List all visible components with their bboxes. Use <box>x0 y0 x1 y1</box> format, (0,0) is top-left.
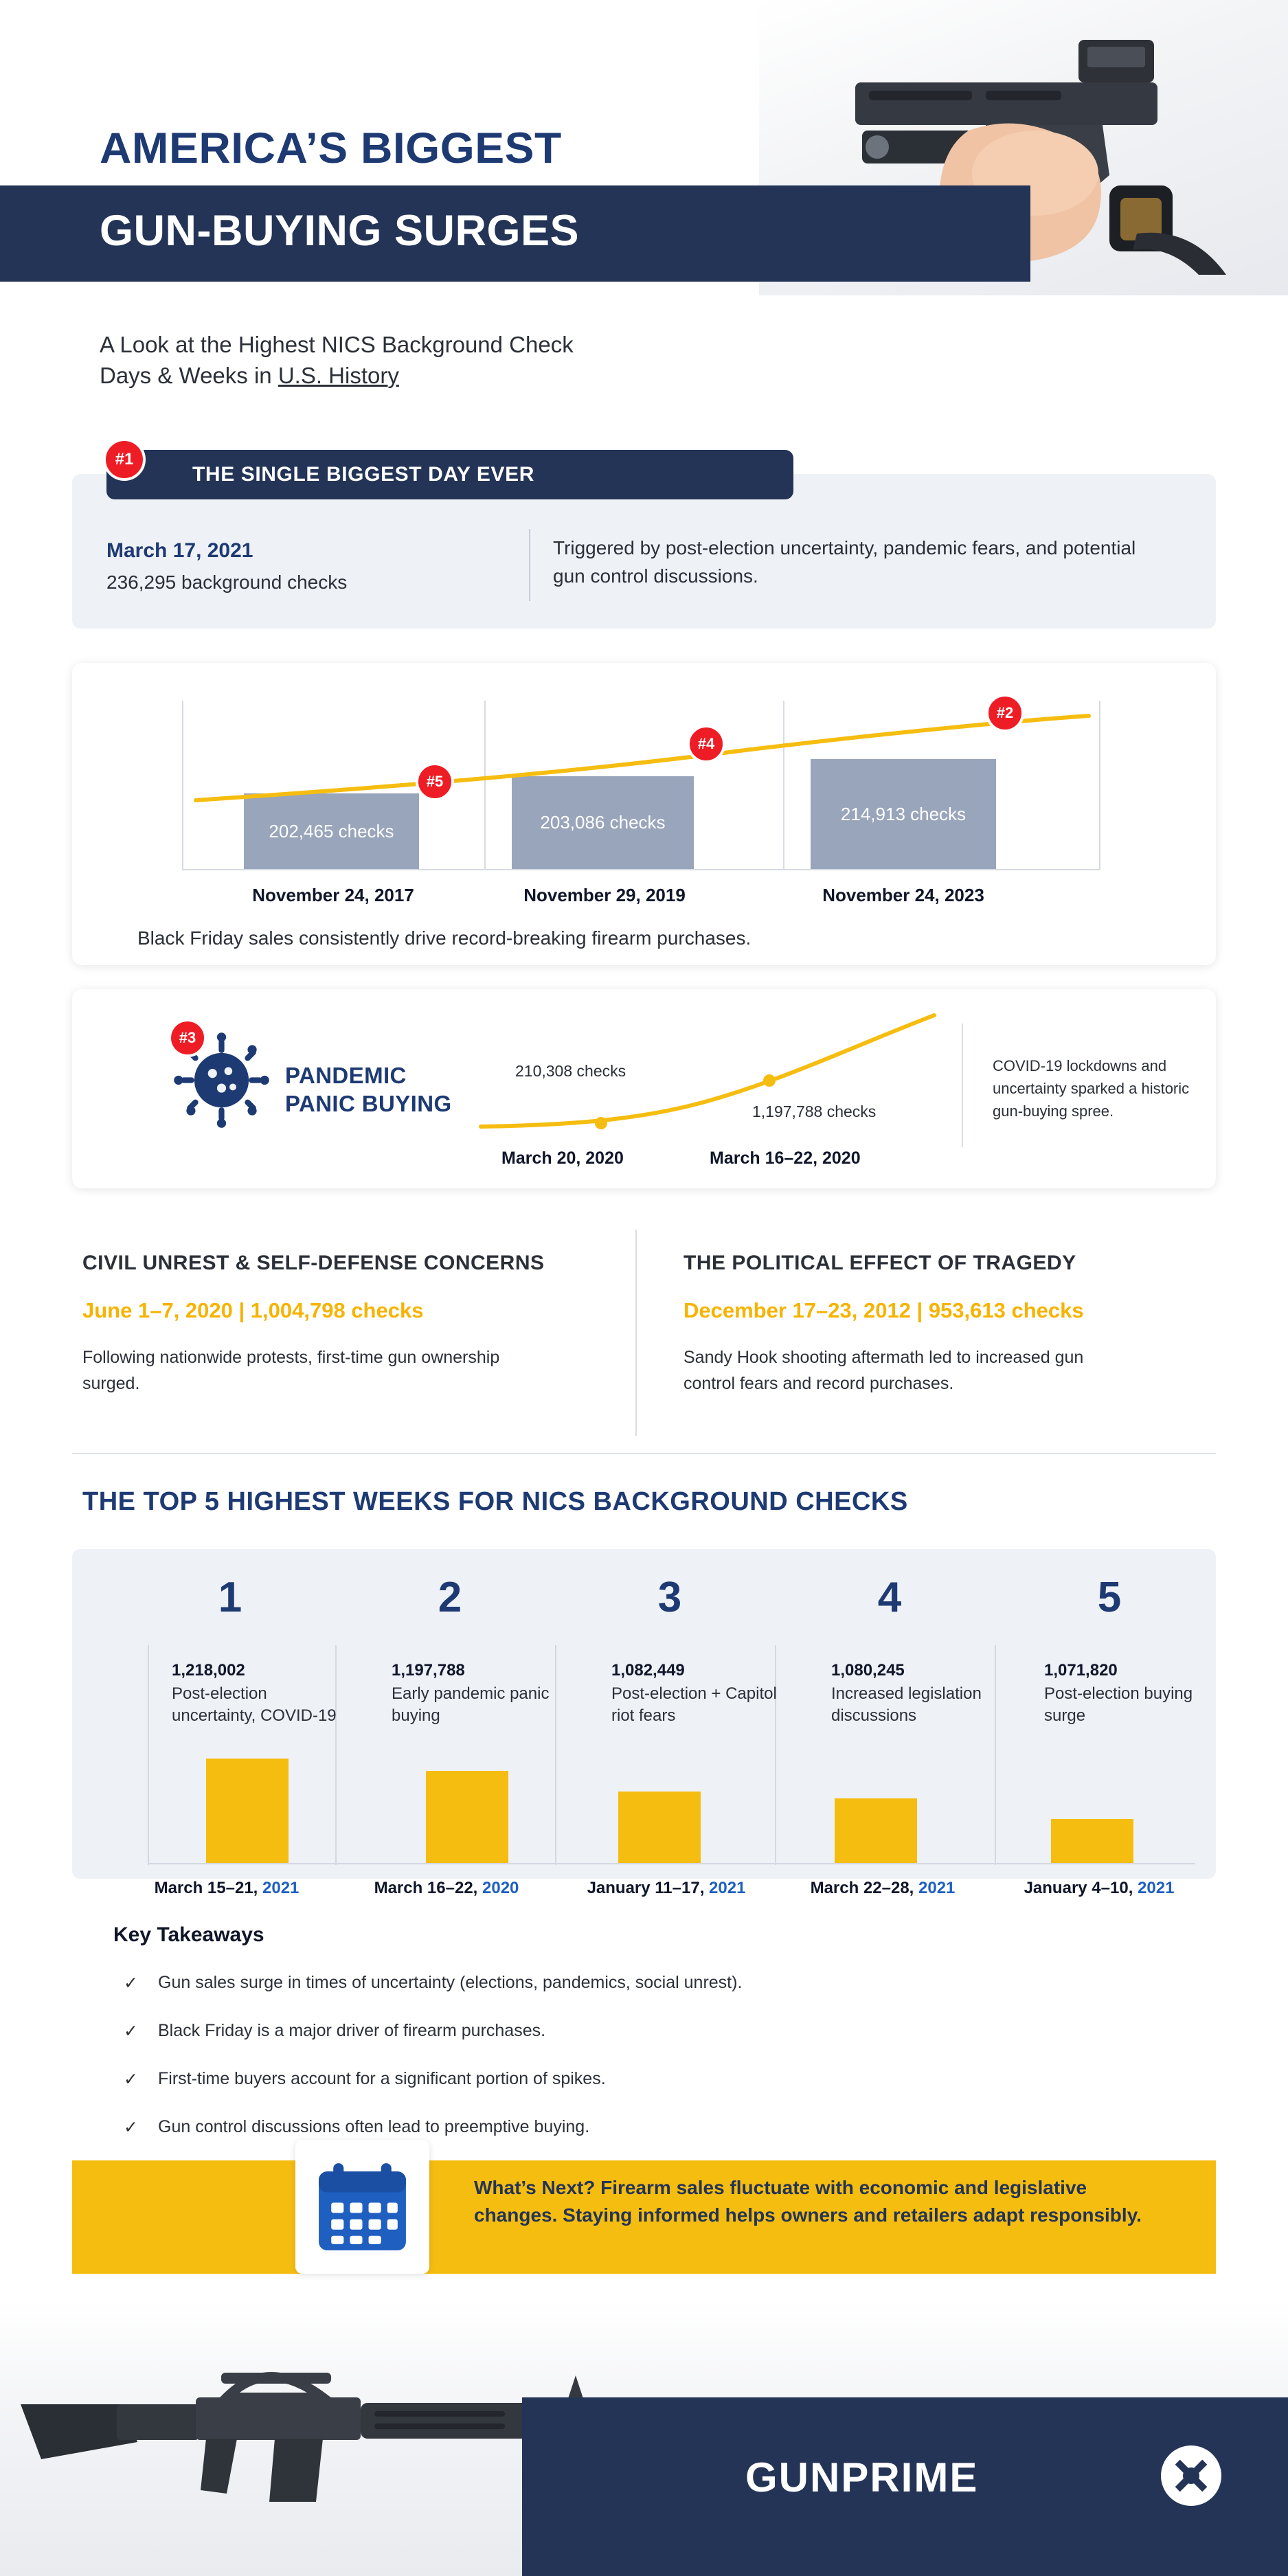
top5-rank-2: 2 <box>438 1574 462 1621</box>
brand-logo: GUNPRIME <box>745 2454 979 2500</box>
top5-rank-3: 3 <box>657 1574 682 1621</box>
page-subtitle <box>100 330 752 391</box>
top5-number-2: 1,197,788 <box>392 1661 465 1680</box>
subtitle-link: U.S. History <box>278 362 399 388</box>
key-takeaway-1: Gun sales surge in times of uncertainty (elections, pandemics, social unrest). <box>158 1973 743 1992</box>
key-takeaways-title: Key Takeaways <box>113 1923 264 1946</box>
black-friday-date-1: November 24, 2017 <box>252 885 414 905</box>
top5-bar-3 <box>618 1792 701 1863</box>
top5-number-4: 1,080,245 <box>831 1661 905 1680</box>
top5-date-1 <box>117 1879 337 1898</box>
top5-rank-5: 5 <box>1097 1574 1122 1621</box>
pandemic-title <box>285 1061 452 1118</box>
black-friday-date-3: November 24, 2023 <box>822 885 984 905</box>
top5-axis-left <box>148 1645 149 1865</box>
top5-date-2-main: March 16–22, <box>374 1879 483 1897</box>
calendar-icon <box>295 2140 429 2274</box>
rank-badge-5: #5 <box>416 762 454 801</box>
subtitle-line1: A Look at the Highest NICS Background Check <box>100 332 574 357</box>
black-friday-date-2: November 29, 2019 <box>523 885 686 905</box>
whats-next-icon-card <box>295 2140 429 2274</box>
top5-date-4-year: 2021 <box>918 1879 956 1897</box>
top5-desc-1: Post-election uncertainty, COVID-19 <box>172 1684 337 1726</box>
columns-divider <box>635 1230 637 1436</box>
hero-section <box>0 0 1288 313</box>
political-tragedy-body: Sandy Hook shooting aftermath led to increased gun control fears and record purchases. <box>683 1348 1084 1393</box>
check-icon-1: ✓ <box>124 1974 138 1993</box>
rank-badge-1: #1 <box>103 438 146 481</box>
top5-number-3: 1,082,449 <box>611 1661 685 1680</box>
top5-title: THE TOP 5 HIGHEST WEEKS FOR NICS BACKGROUND CHECKS <box>82 1487 908 1516</box>
pandemic-point1-value: 210,308 checks <box>515 1062 626 1080</box>
page-title-line1: AMERICA’S BIGGEST <box>100 124 562 172</box>
single-day-checks: 236,295 background checks <box>106 572 348 593</box>
top5-date-2 <box>337 1879 556 1898</box>
top5-rank-4: 4 <box>877 1574 902 1621</box>
top5-baseline <box>148 1863 1195 1864</box>
top5-date-5-main: January 4–10, <box>1024 1879 1138 1897</box>
top5-desc-4: Increased legislation discussions <box>831 1684 982 1726</box>
page-title-line2: GUN-BUYING SURGES <box>100 207 580 255</box>
single-day-heading-bar <box>106 450 793 499</box>
top5-date-4-main: March 22–28, <box>810 1879 919 1897</box>
black-friday-trend-line <box>182 701 1103 872</box>
black-friday-bar-2-label: 203,086 checks <box>540 812 666 833</box>
rank-badge-3: #3 <box>168 1019 207 1057</box>
single-day-description: Triggered by post-election uncertainty, pandemic fears, and potential gun control discussions. <box>553 537 1136 587</box>
political-tragedy-heading: THE POLITICAL EFFECT OF TRAGEDY <box>683 1252 1076 1274</box>
top5-desc-5: Post-election buying surge <box>1044 1684 1193 1726</box>
brand-mark-dot <box>1183 2467 1199 2484</box>
top5-desc-3: Post-election + Capitol riot fears <box>611 1684 777 1726</box>
key-takeaway-4: Gun control discussions often lead to preemptive buying. <box>158 2117 590 2136</box>
check-icon-4: ✓ <box>124 2118 138 2137</box>
top5-date-1-main: March 15–21, <box>154 1879 263 1897</box>
rank-badge-2: #2 <box>986 694 1024 732</box>
top5-bar-1 <box>206 1759 289 1863</box>
pandemic-title-line2: PANIC BUYING <box>285 1091 452 1117</box>
top5-desc-2: Early pandemic panic buying <box>392 1684 550 1726</box>
top5-date-4 <box>773 1879 993 1898</box>
single-day-heading: THE SINGLE BIGGEST DAY EVER <box>192 463 534 486</box>
top5-date-1-year: 2021 <box>262 1879 300 1897</box>
civil-unrest-stat: June 1–7, 2020 | 1,004,798 checks <box>82 1298 424 1322</box>
pandemic-divider <box>962 1024 963 1147</box>
top5-number-1: 1,218,002 <box>172 1661 245 1680</box>
civil-unrest-body: Following nationwide protests, first-time gun ownership surged. <box>82 1348 500 1393</box>
whats-next-text: What’s Next? Firearm sales fluctuate with economic and legislative changes. Staying informed helps owners and retailers adapt responsibly. <box>474 2177 1142 2226</box>
top5-number-5: 1,071,820 <box>1044 1661 1118 1680</box>
civil-unrest-heading: CIVIL UNREST & SELF-DEFENSE CONCERNS <box>82 1252 545 1274</box>
section-divider <box>72 1453 1216 1454</box>
rank-badge-4: #4 <box>687 725 725 763</box>
black-friday-note: Black Friday sales consistently drive record-breaking firearm purchases. <box>137 927 752 949</box>
top5-bar-5 <box>1051 1819 1133 1863</box>
top5-date-5-year: 2021 <box>1138 1879 1175 1897</box>
top5-date-3 <box>556 1879 776 1898</box>
single-day-divider <box>529 529 530 601</box>
top5-date-2-year: 2020 <box>482 1879 519 1897</box>
pandemic-point2-value: 1,197,788 checks <box>752 1103 877 1120</box>
top5-bar-4 <box>835 1798 917 1863</box>
pandemic-title-line1: PANDEMIC <box>285 1063 407 1088</box>
black-friday-bar-3-label: 214,913 checks <box>840 803 967 824</box>
subtitle-line2: Days & Weeks in <box>100 362 278 388</box>
top5-date-3-main: January 11–17, <box>587 1879 710 1897</box>
top5-rank-1: 1 <box>218 1574 242 1621</box>
top5-bar-2 <box>426 1771 508 1863</box>
top5-date-5 <box>989 1879 1209 1898</box>
key-takeaway-3: First-time buyers account for a significant portion of spikes. <box>158 2069 606 2088</box>
pandemic-point1-date: March 20, 2020 <box>501 1149 624 1168</box>
single-day-date: March 17, 2021 <box>106 539 253 562</box>
check-icon-2: ✓ <box>124 2022 138 2041</box>
key-takeaway-2: Black Friday is a major driver of firearm purchases. <box>158 2021 546 2040</box>
pandemic-point2-date: March 16–22, 2020 <box>710 1149 861 1168</box>
political-tragedy-stat: December 17–23, 2012 | 953,613 checks <box>683 1298 1084 1322</box>
check-icon-3: ✓ <box>124 2070 138 2089</box>
top5-date-3-year: 2021 <box>709 1879 746 1897</box>
black-friday-bar-1-label: 202,465 checks <box>269 820 394 841</box>
pandemic-description: COVID-19 lockdowns and uncertainty sparked a historic gun-buying spree. <box>993 1057 1190 1120</box>
